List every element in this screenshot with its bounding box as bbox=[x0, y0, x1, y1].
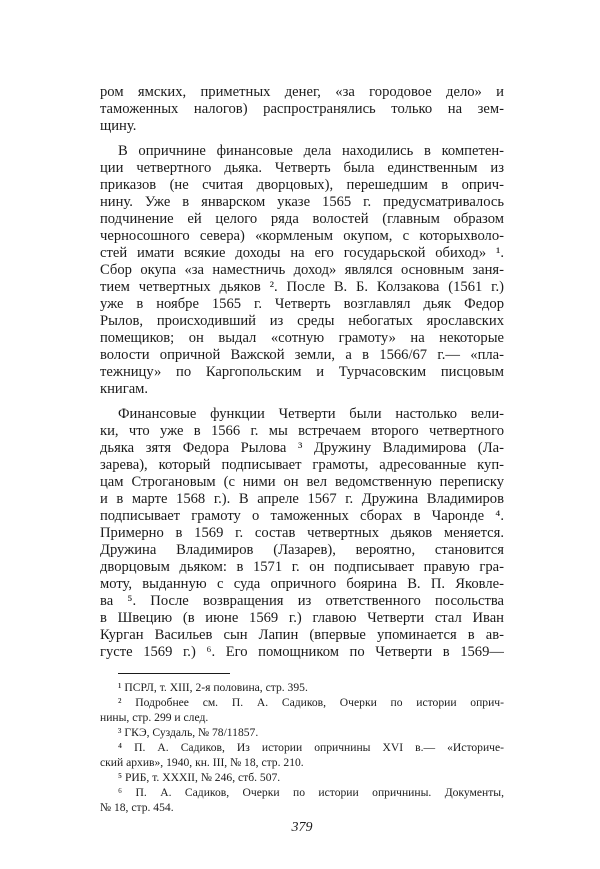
text-line: волости опричной Важской земли, а в 1566/67 г.— «пла- bbox=[100, 347, 504, 363]
text-line: ром ямских, приметных денег, «за городовое дело» и bbox=[100, 84, 504, 100]
text-line: щину. bbox=[100, 118, 137, 134]
text-line: уже в ноябре 1565 г. Четверть возглавлял дьяк Федор bbox=[100, 296, 504, 312]
text-line: моту, выданную с суда опричного боярина В. П. Яковле- bbox=[100, 576, 504, 592]
footnote: ² Подробнее см. П. А. Садиков, Очерки по истории оприч- bbox=[118, 696, 504, 709]
text-line: дьяка зятя Федора Рылова ³ Дружину Владимирова (Ла- bbox=[100, 440, 504, 456]
footnote: ⁶ П. А. Садиков, Очерки по истории опричнины. Документы, bbox=[118, 786, 504, 799]
footnote-continuation: № 18, стр. 454. bbox=[100, 801, 174, 814]
footnote: ⁵ РИБ, т. XXXII, № 246, стб. 507. bbox=[118, 771, 281, 784]
text-line: таможенных налогов) распространялись только на зем- bbox=[100, 101, 504, 117]
page bbox=[100, 84, 504, 835]
footnote: ⁴ П. А. Садиков, Из истории опричнины XVI в.— «Историче- bbox=[118, 741, 504, 754]
page-number: 379 bbox=[291, 820, 313, 835]
text-line: ции четвертного дьяка. Четверть была единственным из bbox=[100, 160, 504, 176]
text-line: книгам. bbox=[100, 381, 149, 397]
text-line: густе 1569 г.) ⁶. Его помощником по Четверти в 1569— bbox=[100, 644, 504, 660]
text-line: Рылов, происходивший из среды небогатых ярославских bbox=[100, 313, 504, 329]
footnote: ³ ГКЭ, Суздаль, № 78/11857. bbox=[118, 726, 259, 739]
text-line: подчинение ей целого ряда волостей (главным образом bbox=[100, 211, 504, 227]
text-line: дворцовым дьяком: в 1571 г. он подписывает правую гра- bbox=[100, 559, 504, 575]
text-line: ки, что уже в 1566 г. мы встречаем второго четвертного bbox=[100, 423, 504, 439]
text-line: Курган Васильев сын Лапин (впервые упоминается в ав- bbox=[100, 627, 504, 643]
text-line: черносошного севера) «кормленым окупом, с которыхволо- bbox=[100, 228, 504, 244]
text-line: и в марте 1568 г.). В апреле 1567 г. Дружина Владимиров bbox=[100, 491, 504, 507]
text-line: зарева), который подписывает грамоты, адресованные куп- bbox=[100, 457, 504, 473]
text-line: приказов (не считая дворцовых), перешедшим в оприч- bbox=[100, 177, 504, 193]
text-line: в Швецию (в июне 1569 г.) главою Четверти стал Иван bbox=[100, 610, 504, 626]
text-line: цам Строгановым (с ними он вел ведомственную переписку bbox=[100, 474, 504, 490]
text-line: Дружина Владимиров (Лазарев), вероятно, становится bbox=[100, 542, 504, 558]
footnotes bbox=[100, 680, 504, 815]
footnote-separator bbox=[118, 673, 230, 674]
text-line: тием четвертных дьяков ². После В. Б. Колзакова (1561 г.) bbox=[100, 279, 504, 295]
text-line: нину. Уже в январском указе 1565 г. предусматривалось bbox=[100, 194, 504, 210]
paragraph-start: В опричнине финансовые дела находились в компетен- bbox=[118, 143, 504, 159]
text-line: подписывает грамоту о таможенных сборах в Чаронде ⁴. bbox=[100, 508, 504, 524]
footnote-continuation: нины, стр. 299 и след. bbox=[100, 711, 209, 724]
text-line: тежницу» по Каргопольским и Турчасовским писцовым bbox=[100, 364, 504, 380]
main-text bbox=[100, 84, 504, 661]
text-line: Примерно в 1569 г. состав четвертных дьяков меняется. bbox=[100, 525, 504, 541]
footnote: ¹ ПСРЛ, т. XIII, 2-я половина, стр. 395. bbox=[118, 681, 308, 694]
text-line: стей имати всякие доходы на его государьской обиход» ¹. bbox=[100, 245, 504, 261]
footnote-continuation: ский архив», 1940, кн. III, № 18, стр. 210. bbox=[100, 756, 304, 769]
text-line: Сбор окупа «за наместничь доход» являлся основным заня- bbox=[100, 262, 504, 278]
paragraph-start: Финансовые функции Четверти были настолько вели- bbox=[118, 406, 504, 422]
text-line: помещиков; он выдал «сотную грамоту» на некоторые bbox=[100, 330, 504, 346]
text-line: ва ⁵. После возвращения из ответственного посольства bbox=[100, 593, 504, 609]
